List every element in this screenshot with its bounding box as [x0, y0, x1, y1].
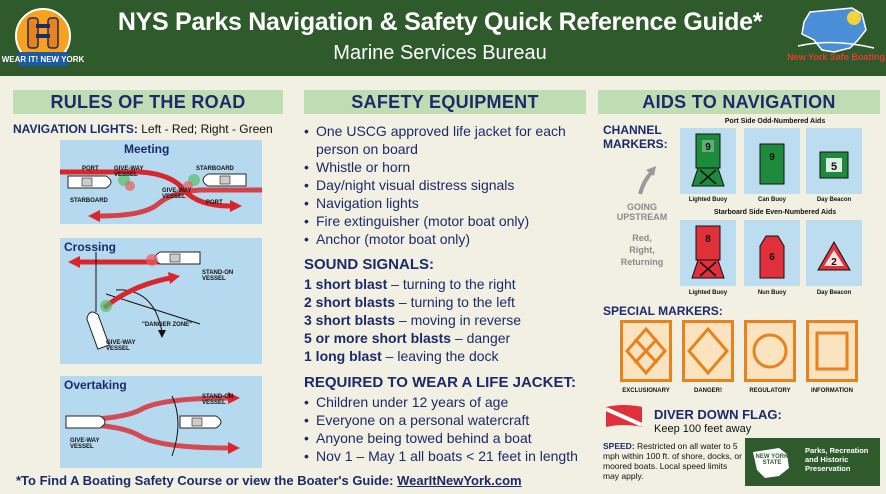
- going-upstream-label: GOING UPSTREAM: [616, 202, 668, 222]
- sound-signals-heading: SOUND SIGNALS:: [304, 256, 435, 273]
- navigation-lights-line: [13, 122, 273, 136]
- green-can-buoy-label: Can Buoy: [757, 197, 786, 203]
- red-day-beacon: [806, 220, 862, 286]
- overtaking-boat-stand-on: [180, 416, 221, 428]
- rules-of-the-road-heading: RULES OF THE ROAD: [13, 90, 283, 114]
- red-lighted-buoy-number: 8: [705, 234, 711, 245]
- meeting-diagram: [60, 140, 262, 224]
- page-subtitle: Marine Services Bureau: [333, 42, 547, 64]
- exclusionary-marker: [620, 320, 672, 382]
- meeting-boat-right: [203, 174, 246, 186]
- crossing-title: Crossing: [64, 240, 117, 254]
- overtaking-boat-give-way: [66, 416, 105, 428]
- lifejacket-list: [304, 393, 590, 465]
- crossing-label-danger-zone: "DANGER ZONE": [142, 322, 193, 328]
- safety-item: • One USCG approved life jacket for each person on board: [304, 122, 590, 158]
- lifejacket-heading: REQUIRED TO WEAR A LIFE JACKET:: [304, 374, 576, 391]
- sound-signals-list: [304, 275, 521, 365]
- ny-state-parks-logo: [745, 438, 880, 486]
- lifejacket-item: • Nov 1 – May 1 all boats < 21 feet in length: [304, 447, 590, 465]
- speed-note: [603, 441, 743, 481]
- special-markers-heading: SPECIAL MARKERS:: [603, 304, 723, 318]
- exclusionary-label: EXCLUSIONARY: [622, 388, 670, 394]
- green-lighted-buoy: [680, 128, 736, 194]
- channel-markers-heading: CHANNEL MARKERS:: [603, 123, 668, 151]
- green-day-beacon-number: 5: [830, 161, 838, 173]
- safety-item: • Day/night visual distress signals: [304, 176, 590, 194]
- safety-item: • Navigation lights: [304, 194, 590, 212]
- red-nun-buoy-number: 6: [769, 252, 775, 263]
- meeting-label-giveway-right: GIVE-WAY VESSEL: [162, 188, 192, 200]
- information-marker: [806, 320, 858, 382]
- upstream-arrow-icon: [634, 166, 658, 196]
- footer-text: *To Find A Boating Safety Course or view the Boater's Guide:: [16, 473, 398, 488]
- green-can-buoy: [744, 128, 800, 194]
- red-lighted-buoy-label: Lighted Buoy: [688, 290, 728, 296]
- speed-text: Restricted on all water to 5 mph within 100 ft. of shore, docks, or moored boats. Local speed limits may apply.: [603, 441, 742, 481]
- wear-it-logo: [1, 6, 85, 70]
- meeting-label-starboard-left: STARBOARD: [70, 198, 108, 204]
- green-day-beacon: [806, 128, 862, 194]
- danger-label: DANGER!: [694, 388, 722, 394]
- meeting-label-giveway-left: GIVE-WAY VESSEL: [114, 166, 144, 178]
- diver-down-heading: DIVER DOWN FLAG:: [654, 407, 782, 422]
- parks-recreation-text: Parks, Recreation and Historic Preservation: [805, 446, 869, 473]
- sound-signal-item: 2 short blasts – turning to the left: [304, 294, 515, 310]
- crossing-label-stand-on: STAND-ON VESSEL: [202, 270, 234, 282]
- meeting-label-starboard-right: STARBOARD: [196, 166, 234, 172]
- safety-item: • Whistle or horn: [304, 158, 590, 176]
- starboard-side-title: Starboard Side Even-Numbered Aids: [713, 209, 837, 216]
- ny-safe-boating-text: New York Safe Boating: [787, 52, 885, 62]
- sound-signal-item: 3 short blasts – moving in reverse: [304, 312, 522, 328]
- footer-note: [16, 473, 522, 488]
- safety-equipment-heading: SAFETY EQUIPMENT: [304, 90, 586, 114]
- ny-safe-boating-logo: [787, 4, 885, 72]
- footer-url-link[interactable]: WearItNewYork.com: [397, 473, 522, 488]
- page-title: NYS Parks Navigation & Safety Quick Reference Guide*: [117, 8, 763, 36]
- red-nun-buoy: [744, 220, 800, 286]
- wear-it-logo-text: WEAR IT! NEW YORK: [1, 55, 85, 64]
- meeting-boat-left: [68, 176, 111, 188]
- meeting-title: Meeting: [124, 142, 170, 156]
- green-lighted-buoy-label: Lighted Buoy: [688, 197, 728, 203]
- lifejacket-item: • Anyone being towed behind a boat: [304, 429, 590, 447]
- lifejacket-item: • Everyone on a personal watercraft: [304, 411, 590, 429]
- green-day-beacon-label: Day Beacon: [816, 197, 852, 203]
- speed-label: SPEED:: [603, 441, 635, 451]
- information-label: INFORMATION: [811, 388, 853, 394]
- crossing-panel: [60, 238, 262, 364]
- crossing-label-give-way: GIVE-WAY VESSEL: [106, 340, 136, 352]
- sound-signal-item: 1 long blast – leaving the dock: [304, 348, 499, 364]
- red-day-beacon-number: 2: [831, 257, 837, 268]
- port-side-title: Port Side Odd-Numbered Aids: [724, 118, 826, 125]
- overtaking-title: Overtaking: [64, 378, 127, 392]
- regulatory-label: REGULATORY: [749, 388, 791, 394]
- overtaking-panel: [60, 376, 262, 468]
- aids-to-navigation-heading: AIDS TO NAVIGATION: [598, 90, 880, 114]
- overtaking-label-give-way: GIVE-WAY VESSEL: [70, 438, 100, 450]
- navigation-lights-label: NAVIGATION LIGHTS:: [13, 122, 138, 136]
- green-can-buoy-number: 9: [769, 152, 775, 163]
- safety-item: • Anchor (motor boat only): [304, 230, 590, 248]
- meeting-label-port-left: PORT: [82, 166, 99, 172]
- meeting-label-port-right: PORT: [206, 200, 223, 206]
- navigation-lights-value: Left - Red; Right - Green: [141, 122, 273, 136]
- diver-down-flag-icon: [604, 403, 644, 431]
- lifejacket-item: • Children under 12 years of age: [304, 393, 590, 411]
- crossing-diagram: [60, 238, 262, 364]
- sound-signal-item: 5 or more short blasts – danger: [304, 330, 511, 346]
- overtaking-diagram: [60, 376, 262, 468]
- safety-equipment-list: [304, 122, 590, 248]
- green-lighted-buoy-number: 9: [705, 142, 711, 153]
- red-nun-buoy-label: Nun Buoy: [757, 290, 787, 296]
- red-right-returning-label: Red, Right, Returning: [620, 233, 664, 267]
- danger-marker: [682, 320, 734, 382]
- safety-item: • Fire extinguisher (motor boat only): [304, 212, 590, 230]
- regulatory-marker: [744, 320, 796, 382]
- sound-signal-item: 1 short blast – turning to the right: [304, 276, 516, 292]
- red-lighted-buoy: [680, 220, 736, 286]
- red-day-beacon-label: Day Beacon: [816, 290, 852, 296]
- ny-state-text: NEW YORK STATE: [755, 454, 789, 466]
- diver-down-text: Keep 100 feet away: [654, 423, 752, 435]
- overtaking-label-stand-on: STAND-ON VESSEL: [202, 394, 234, 406]
- meeting-panel: [60, 140, 262, 224]
- crossing-boat-stand-on: [155, 252, 200, 264]
- header-banner: [0, 0, 886, 76]
